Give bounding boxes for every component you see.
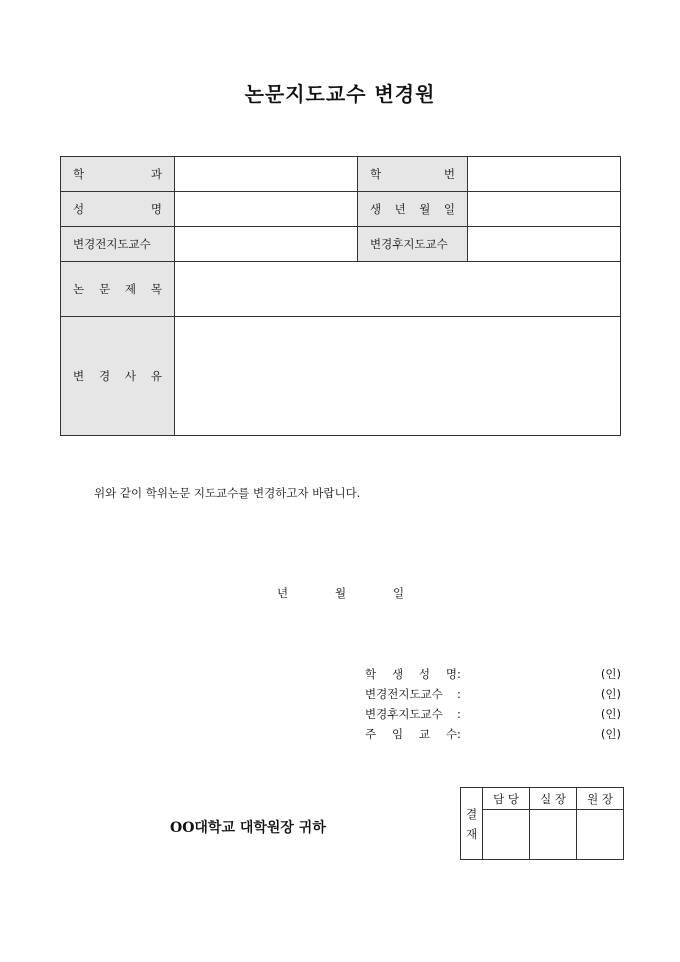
approval-header-dean: 원 장 — [577, 788, 624, 810]
next-advisor-label: 변경후지도교수 — [358, 227, 468, 262]
change-reason-field[interactable] — [175, 317, 621, 436]
signature-block — [365, 664, 621, 744]
seal-mark: (인) — [600, 687, 621, 701]
application-table — [60, 156, 621, 436]
addressee: OO대학교 대학원장 귀하 — [170, 820, 326, 836]
request-statement: 위와 같이 학위논문 지도교수를 변경하고자 바랍니다. — [94, 486, 361, 500]
department-label: 학 과 — [61, 157, 175, 192]
approval-side-label: 결 재 — [461, 788, 483, 860]
seal-mark: (인) — [600, 727, 621, 741]
date-day: 일 — [393, 586, 405, 600]
student-number-label: 학 번 — [358, 157, 468, 192]
prev-advisor-label: 변경전지도교수 — [61, 227, 175, 262]
name-label: 성 명 — [61, 192, 175, 227]
signature-row-next-advisor — [365, 704, 621, 724]
birthdate-label: 생 년 월 일 — [358, 192, 468, 227]
date-year: 년 — [277, 586, 289, 600]
birthdate-field[interactable] — [468, 192, 621, 227]
form-title: 논문지도교수 변경원 — [244, 82, 436, 106]
name-field[interactable] — [175, 192, 358, 227]
next-advisor-field[interactable] — [468, 227, 621, 262]
student-number-field[interactable] — [468, 157, 621, 192]
change-reason-label: 변 경 사 유 — [61, 317, 175, 436]
signature-colon: : — [457, 707, 461, 721]
signature-label: 학 생 성 명 — [365, 667, 457, 681]
signature-colon: : — [457, 727, 461, 741]
seal-mark: (인) — [600, 667, 621, 681]
thesis-title-label: 논 문 제 목 — [61, 262, 175, 317]
approval-header-director: 실 장 — [530, 788, 577, 810]
date-line — [277, 585, 404, 601]
approval-sign-manager[interactable] — [483, 810, 530, 860]
signature-row-student — [365, 664, 621, 684]
signature-colon: : — [457, 667, 461, 681]
approval-box — [460, 787, 624, 860]
signature-colon: : — [457, 687, 461, 701]
signature-label: 주 임 교 수 — [365, 727, 457, 741]
approval-sign-dean[interactable] — [577, 810, 624, 860]
prev-advisor-field[interactable] — [175, 227, 358, 262]
thesis-title-field[interactable] — [175, 262, 621, 317]
signature-row-chair — [365, 724, 621, 744]
signature-row-prev-advisor — [365, 684, 621, 704]
seal-mark: (인) — [600, 707, 621, 721]
approval-sign-director[interactable] — [530, 810, 577, 860]
signature-label: 변경후지도교수 — [365, 707, 443, 721]
department-field[interactable] — [175, 157, 358, 192]
signature-label: 변경전지도교수 — [365, 687, 443, 701]
date-month: 월 — [335, 586, 347, 600]
approval-header-manager: 담 당 — [483, 788, 530, 810]
